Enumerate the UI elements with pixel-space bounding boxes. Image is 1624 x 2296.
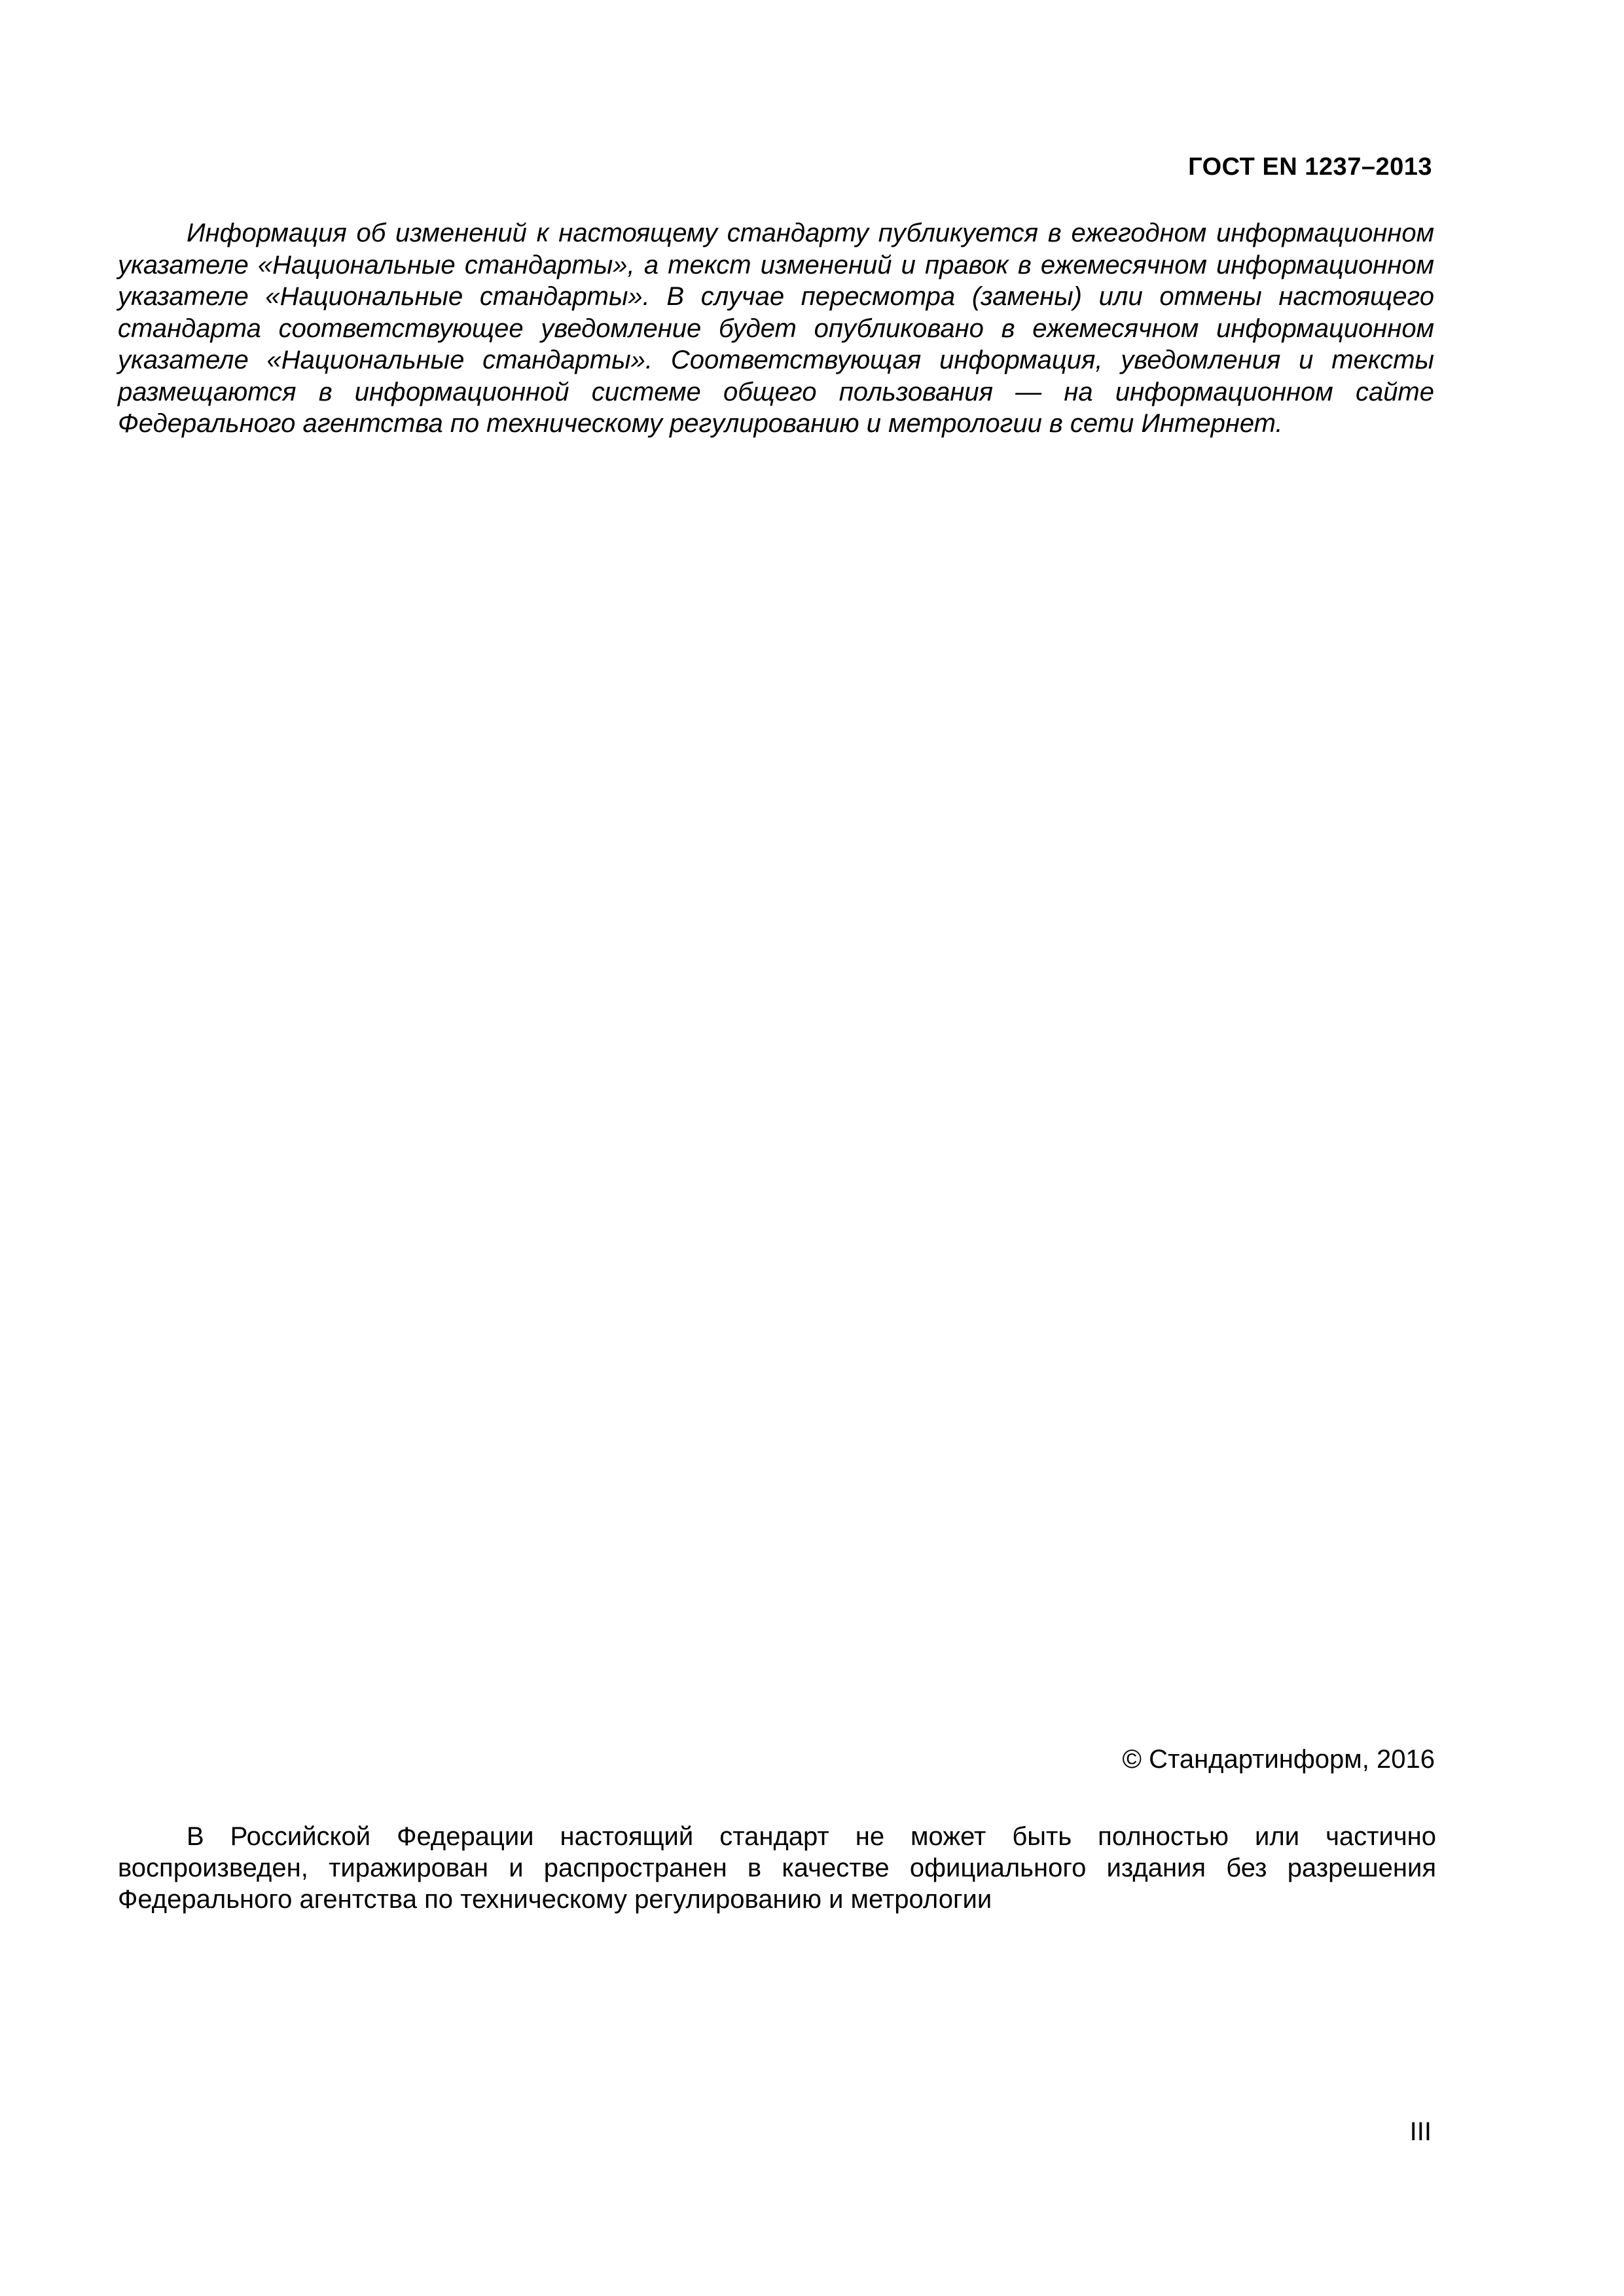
copyright-notice: © Стандартинформ, 2016: [1122, 1745, 1435, 1774]
legal-notice-paragraph: В Российской Федерации настоящий стандарт не может быть полностью или частично воспроизведен, тиражирован и распространен в качестве официального издания без разрешения Федерального агентства по техническому регулированию и метрологии: [118, 1822, 1436, 1914]
page-number: III: [1409, 2117, 1432, 2146]
document-code: ГОСТ EN 1237–2013: [1188, 153, 1432, 181]
info-notice-paragraph: Информация об изменений к настоящему стандарту публикуется в ежегодном информационном указателе «Национальные стандарты», а текст изменений и правок в ежемесячном информационном указателе «Национальные стандарты». В случае пересмотра (замены) или отмены настоящего стандарта соответствующее уведомление будет опубликовано в ежемесячном информационном указателе «Национальные стандарты». Соответствующая информация, уведомления и тексты размещаются в информационной системе общего пользования — на информационном сайте Федерального агентства по техническому регулированию и метрологии в сети Интернет.: [118, 219, 1434, 438]
